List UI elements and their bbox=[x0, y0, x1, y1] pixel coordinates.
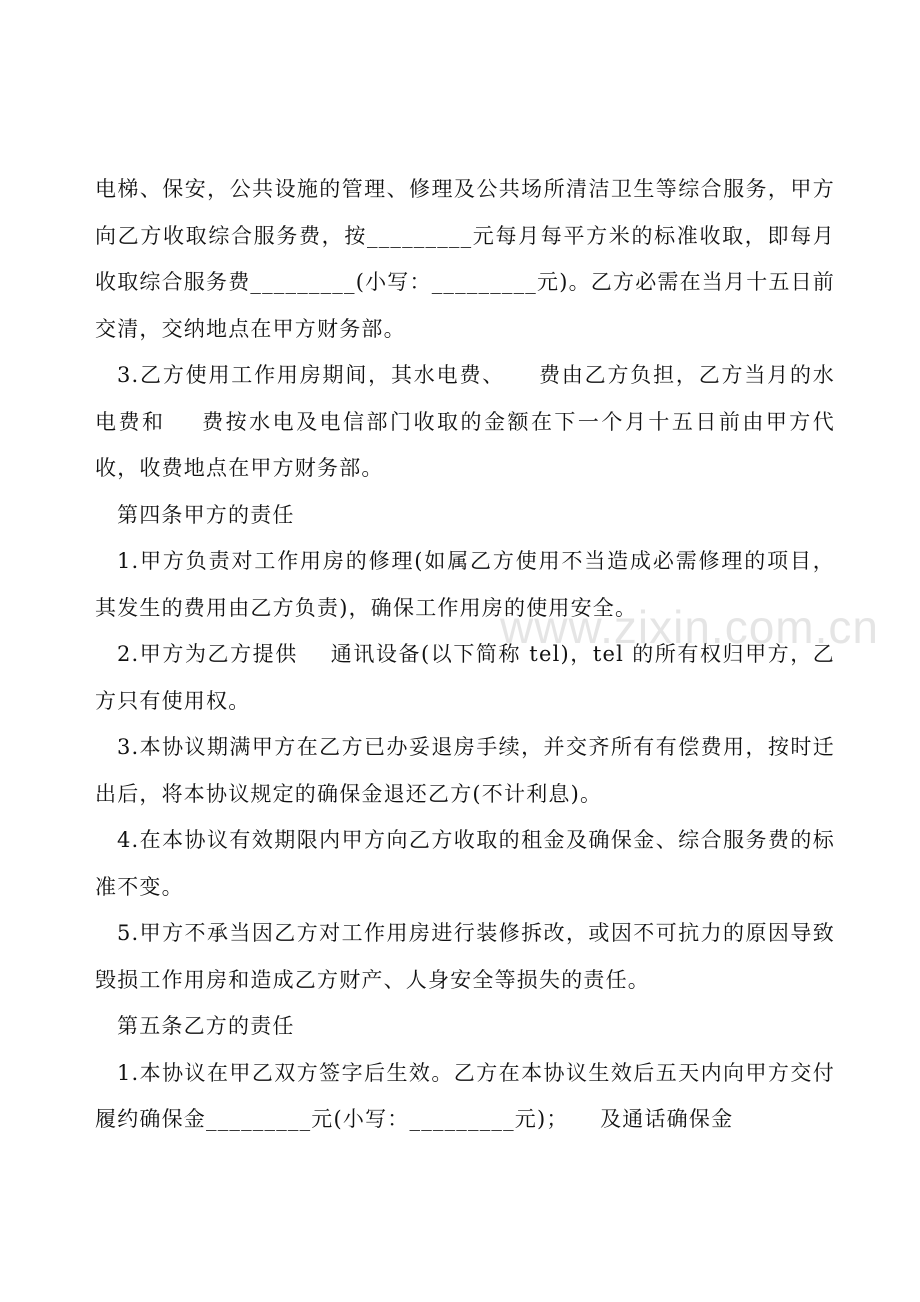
paragraph-party-a-telecom: 2.甲方为乙方提供 通讯设备(以下简称 tel)，tel 的所有权归甲方，乙方只有使用权。 bbox=[95, 642, 835, 713]
section-heading-article-5: 第五条乙方的责任 bbox=[117, 1014, 295, 1038]
section-heading-article-4: 第四条甲方的责任 bbox=[117, 502, 295, 527]
paragraph-party-a-fixed-rates: 4.在本协议有效期限内甲方向乙方收取的租金及确保金、综合服务费的标准不变。 bbox=[95, 828, 835, 899]
paragraph-service-fee: 电梯、保安，公共设施的管理、修理及公共场所清洁卫生等综合服务，甲方向乙方收取综合服务费，按_________元每月每平方米的标准收取，即每月收取综合服务费_________(小写：_________元)。乙方必需在当月十五日前交清，交纳地点在甲方财务部。 bbox=[95, 177, 835, 341]
watermark-text: www.zixin.com.cn bbox=[500, 601, 879, 653]
paragraph-utility-fees: 3.乙方使用工作用房期间，其水电费、 费由乙方负担，乙方当月的水电费和 费按水电及电信部门收取的金额在下一个月十五日前由甲方代收，收费地点在甲方财务部。 bbox=[95, 363, 835, 480]
paragraph-party-a-repair: 1.甲方负责对工作用房的修理(如属乙方使用不当造成必需修理的项目，其发生的费用由乙方负责)，确保工作用房的使用安全。 bbox=[95, 549, 835, 620]
document-body bbox=[95, 166, 835, 1143]
paragraph-party-a-liability: 5.甲方不承当因乙方对工作用房进行装修拆改，或因不可抗力的原因导致毁损工作用房和造成乙方财产、人身安全等损失的责任。 bbox=[95, 921, 835, 992]
paragraph-party-a-deposit-refund: 3.本协议期满甲方在乙方已办妥退房手续，并交齐所有有偿费用，按时迁出后，将本协议规定的确保金退还乙方(不计利息)。 bbox=[95, 735, 835, 806]
paragraph-party-b-deposit: 1.本协议在甲乙双方签字后生效。乙方在本协议生效后五天内向甲方交付履约确保金_________元(小写：_________元)； 及通话确保金 bbox=[95, 1060, 835, 1131]
